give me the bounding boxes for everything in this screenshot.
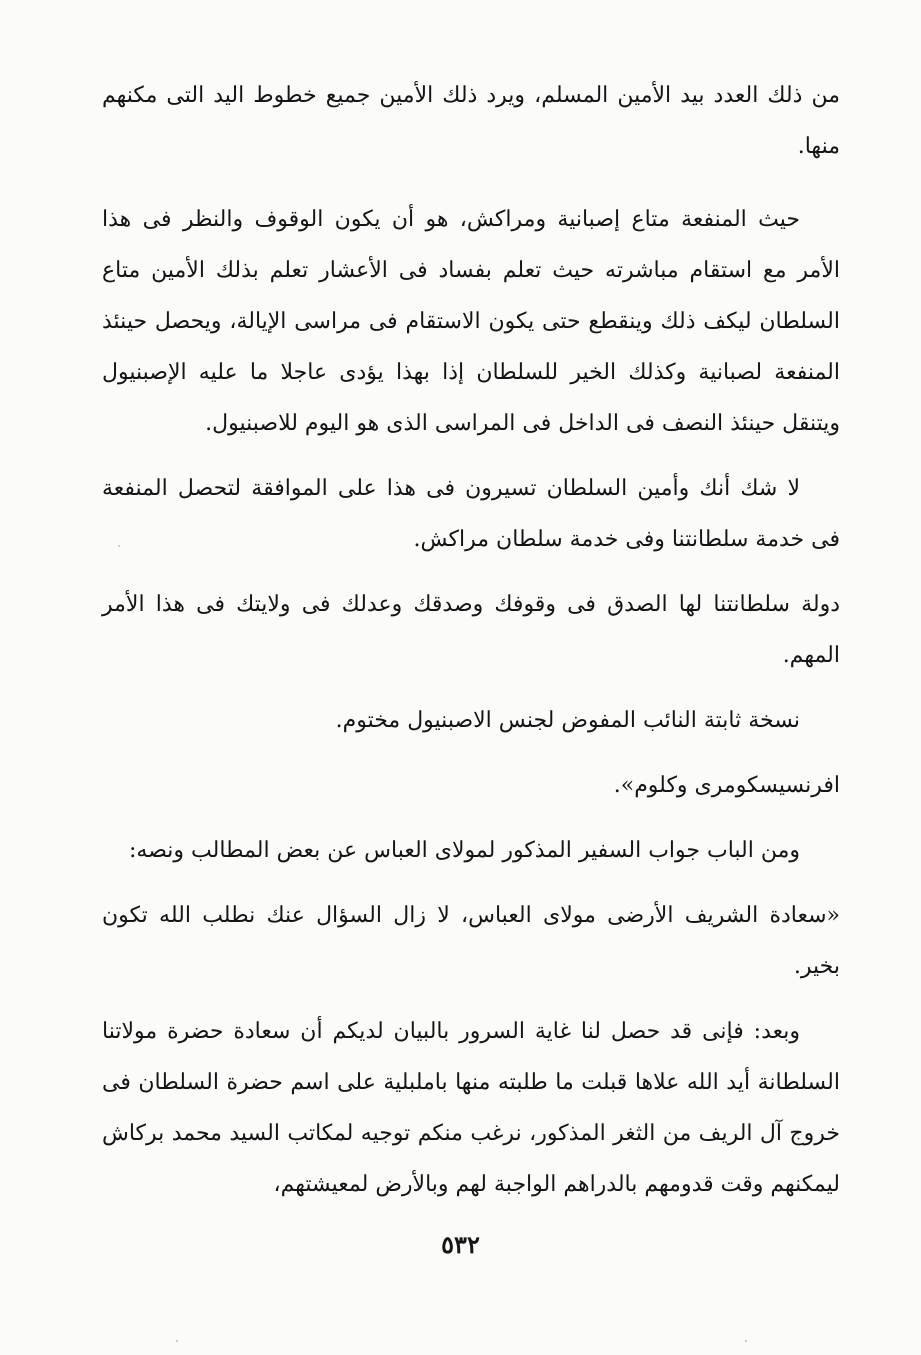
paragraph-8: «سعادة الشريف الأرضى مولاى العباس، لا زال السؤال عنك نطلب الله تكون بخير. <box>102 903 840 979</box>
page-body <box>102 70 840 1210</box>
paragraph-9: وبعد: فإنى قد حصل لنا غاية السرور بالبيان لديكم أن سعادة حضرة مولاتنا السلطانة أيد الله علاها قبلت ما طلبته منها باملبلية على اسم حضرة السلطان فى خروج آل الريف من الثغر المذكور، نرغب منكم توجيه لمكاتب السيد محمد بركاش ليمكنهم وقت قدومهم بالدراهم الواجبة لهم وبالأرض لمعيشتهم، <box>102 1019 840 1197</box>
paragraph-3: لا شك أنك وأمين السلطان تسيرون فى هذا على الموافقة لتحصل المنفعة فى خدمة سلطانتنا وفى خدمة سلطان مراكش. <box>102 476 840 552</box>
paragraph-2: حيث المنفعة متاع إصبانية ومراكش، هو أن يكون الوقوف والنظر فى هذا الأمر مع استقام مباشرته حيث تعلم بفساد فى الأعشار تعلم بذلك الأمين متاع السلطان ليكف ذلك وينقطع حتى يكون الاستقام فى مراسى الإيالة، ويحصل حينئذ المنفعة لصبانية وكذلك الخير للسلطان إذا بهذا يؤدى عاجلا ما عليه الإصبنيول ويتنقل حينئذ النصف فى الداخل فى المراسى الذى هو اليوم للاصبنيول. <box>102 207 840 436</box>
scan-speck <box>118 545 120 547</box>
paragraph-7: ومن الباب جواب السفير المذكور لمولاى العباس عن بعض المطالب ونصه: <box>129 838 800 863</box>
page-number: ٥٣٢ <box>441 1230 480 1259</box>
scan-speck <box>176 1340 178 1342</box>
paragraph-5: نسخة ثابتة النائب المفوض لجنس الاصبنيول مختوم. <box>335 708 800 733</box>
scan-speck <box>745 1340 747 1342</box>
paragraph-4: دولة سلطانتنا لها الصدق فى وقوفك وصدقك وعدلك فى ولايتك فى هذا الأمر المهم. <box>102 592 840 668</box>
paragraph-1: من ذلك العدد بيد الأمين المسلم، ويرد ذلك الأمين جميع خطوط اليد التى مكنهم منها. <box>102 83 840 159</box>
paragraph-6: افرنسيسكومرى وكلوم». <box>613 773 840 798</box>
